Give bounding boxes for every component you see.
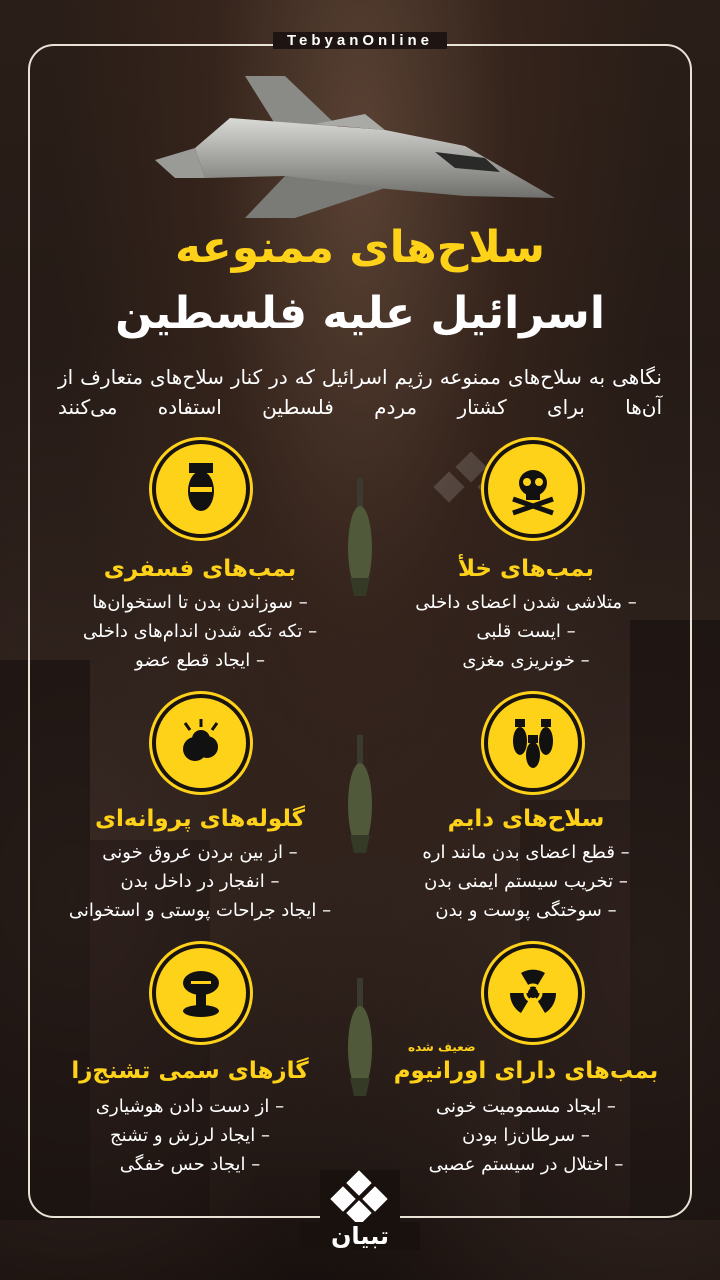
weapon-icon-badge bbox=[484, 440, 582, 538]
weapon-title: سلاح‌های دایم bbox=[447, 806, 605, 832]
list-item: – ایست قلبی bbox=[476, 621, 576, 642]
weapon-title-note: ضعیف شده bbox=[408, 1040, 476, 1054]
fighter-jet-image bbox=[135, 68, 585, 228]
list-item: – اختلال در سیستم عصبی bbox=[428, 1154, 624, 1175]
brand-top-label: TebyanOnline bbox=[273, 32, 447, 49]
weapon-icon-badge bbox=[152, 440, 250, 538]
list-item: – خونریزی مغزی bbox=[462, 650, 590, 671]
weapon-effects-list bbox=[50, 838, 350, 925]
weapon-title: بمب‌های فسفری bbox=[103, 556, 297, 582]
list-item: – سرطان‌زا بودن bbox=[462, 1125, 590, 1146]
weapon-icon-badge bbox=[152, 944, 250, 1042]
bomb-image bbox=[346, 478, 374, 598]
title-line-2: اسرائیل علیه فلسطین bbox=[115, 288, 605, 339]
list-item: – ایجاد حس خفگی bbox=[119, 1154, 261, 1175]
weapon-icon-badge bbox=[484, 944, 582, 1042]
weapon-effects-list bbox=[376, 1092, 676, 1179]
weapon-icon-badge bbox=[484, 694, 582, 792]
bomb-image bbox=[346, 978, 374, 1098]
weapon-effects-list bbox=[376, 588, 676, 675]
radiation-icon bbox=[505, 965, 561, 1021]
footer-brand-label: تبیان bbox=[300, 1222, 420, 1250]
list-item: – تخریب سیستم ایمنی بدن bbox=[424, 871, 628, 892]
skull-crossbones-icon bbox=[505, 461, 561, 517]
weapon-title: بمب‌های دارای اورانیوم bbox=[393, 1058, 659, 1084]
weapon-icon-badge bbox=[152, 694, 250, 792]
list-item: – متلاشی شدن اعضای داخلی bbox=[415, 592, 637, 613]
explosion-icon bbox=[173, 715, 229, 771]
bomb-icon bbox=[173, 461, 229, 517]
list-item: – ایجاد جراحات پوستی و استخوانی bbox=[68, 900, 332, 921]
list-item: – از دست دادن هوشیاری bbox=[95, 1096, 285, 1117]
mushroom-cloud-icon bbox=[173, 965, 229, 1021]
title-line-1: سلاح‌های ممنوعه bbox=[174, 222, 546, 273]
weapon-effects-list bbox=[376, 838, 676, 925]
list-item: – ایجاد قطع عضو bbox=[135, 650, 265, 671]
list-item: – از بین بردن عروق خونی bbox=[102, 842, 298, 863]
weapon-effects-list bbox=[40, 1092, 340, 1179]
list-item: – انفجار در داخل بدن bbox=[120, 871, 280, 892]
bomb-image bbox=[346, 735, 374, 855]
list-item: – سوزاندن بدن تا استخوان‌ها bbox=[92, 592, 308, 613]
list-item: – تکه تکه شدن اندام‌های داخلی bbox=[82, 621, 318, 642]
weapon-effects-list bbox=[50, 588, 350, 675]
weapon-title: بمب‌های خلأ bbox=[457, 556, 595, 582]
brand-header bbox=[0, 30, 720, 49]
missiles-icon bbox=[505, 715, 561, 771]
list-item: – سوختگی پوست و بدن bbox=[435, 900, 617, 921]
intro-text: نگاهی به سلاح‌های ممنوعه رژیم اسرائیل که در کنار سلاح‌های متعارف از آن‌ها برای کشتار مردم فلسطین استفاده می‌کنند bbox=[58, 365, 662, 419]
weapon-title: گازهای سمی تشنج‌زا bbox=[71, 1058, 309, 1084]
list-item: – ایجاد مسمومیت خونی bbox=[436, 1096, 616, 1117]
list-item: – ایجاد لرزش و تشنج bbox=[110, 1125, 270, 1146]
list-item: – قطع اعضای بدن مانند اره bbox=[422, 842, 630, 863]
weapon-title: گلوله‌های پروانه‌ای bbox=[94, 806, 306, 832]
